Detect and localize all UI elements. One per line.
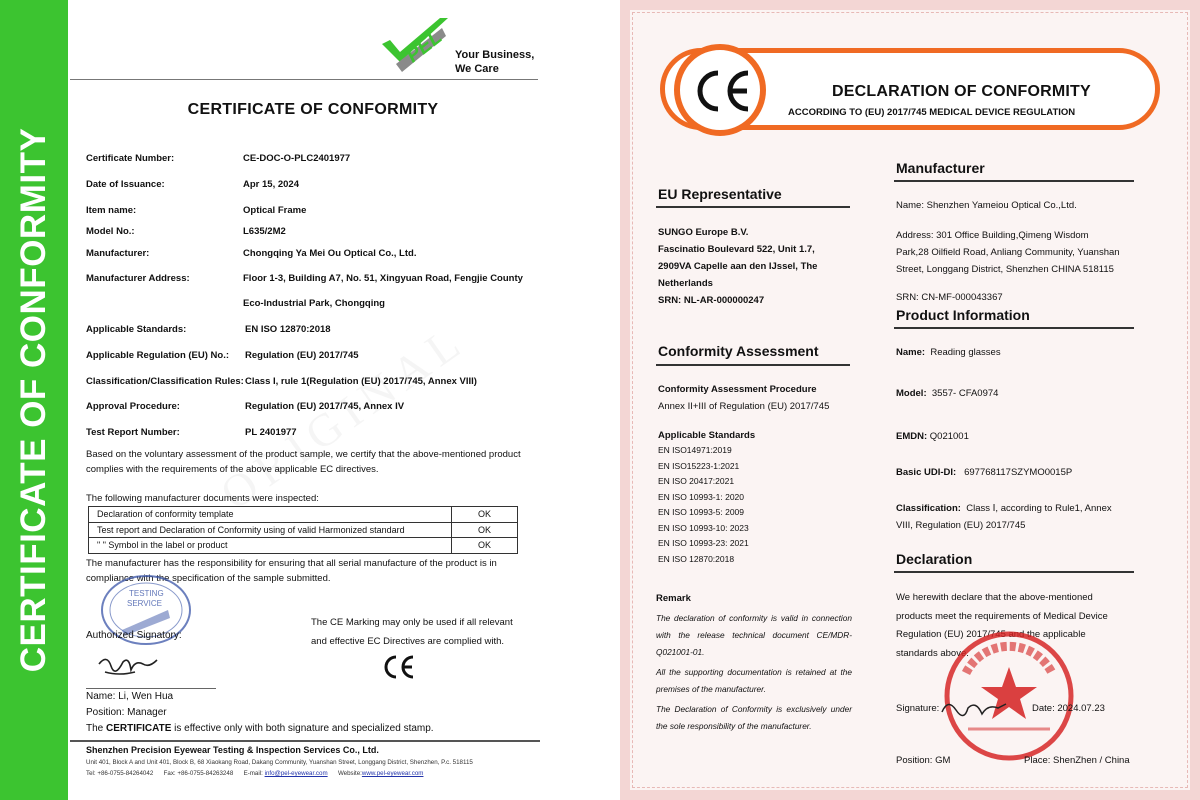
product-emdn: EMDN: Q021001: [896, 431, 969, 442]
footer-divider: [70, 740, 540, 742]
field-value: EN ISO 12870:2018: [245, 324, 331, 335]
field-value: Optical Frame: [243, 205, 307, 216]
declaration-heading: Declaration: [896, 551, 973, 567]
standard-item: EN ISO 10993-10: 2023: [658, 523, 749, 533]
manufacturer-name: Name: Shenzhen Yameiou Optical Co.,Ltd.: [896, 200, 1077, 211]
field-label: Date of Issuance:: [86, 179, 165, 190]
signer-position: Position: Manager: [86, 707, 167, 718]
effective-note: The CERTIFICATE is effective only with both signature and specialized stamp.: [86, 723, 434, 734]
remark-text-2: All the supporting documentation is retained at the premises of the manufacturer.: [656, 667, 852, 694]
standard-item: EN ISO14971:2019: [658, 445, 732, 455]
field-value: Regulation (EU) 2017/745: [245, 350, 359, 361]
manufacturer-srn: SRN: CN-MF-000043367: [896, 292, 1003, 303]
conformity-heading: Conformity Assessment: [658, 343, 819, 359]
field-label: Test Report Number:: [86, 427, 180, 438]
ce-marking-statement: The CE Marking may only be used if all relevant and effective EC Directives are complied with.: [311, 617, 513, 647]
field-label: Applicable Standards:: [86, 324, 187, 335]
manufacturer-address: Address: 301 Office Building,Qimeng Wisdom Park,28 Oilfield Road, Anliang Community, Yuanshan Street, Longgang District, Shenzhen CHINA 518115: [896, 230, 1120, 275]
product-udi: Basic UDI-DI: 697768117SZYMO0015P: [896, 467, 1073, 478]
section-divider: [656, 206, 850, 208]
ce-mark-icon: [694, 68, 752, 114]
section-divider: [894, 571, 1134, 573]
header-divider: [70, 79, 538, 80]
section-divider: [894, 180, 1134, 182]
field-value: Class I, rule 1(Regulation (EU) 2017/745, Annex VIII): [245, 376, 477, 387]
issuer-company: Shenzhen Precision Eyewear Testing & Inspection Services Co., Ltd.: [86, 745, 379, 755]
email-link[interactable]: info@pel-eyewear.com: [264, 770, 328, 777]
original-watermark: [211, 313, 476, 521]
vertical-title: CERTIFICATE OF CONFORMITY: [14, 127, 53, 673]
field-label: Approval Procedure:: [86, 401, 180, 412]
declaration-text: We herewith declare that the above-mentioned products meet the requirements of Medical Device Regulation (EU) 2017/745 and the applicable standards above.: [896, 592, 1108, 659]
signer-name: Name: Li, Wen Hua: [86, 691, 174, 702]
signature-icon: [938, 694, 1010, 722]
table-row: [89, 507, 518, 523]
doc-status: OK: [452, 522, 518, 538]
field-label: Item name:: [86, 205, 137, 216]
svg-text:PEL: PEL: [402, 25, 447, 68]
field-label: Classification/Classification Rules:: [86, 376, 244, 387]
remark-text-3: The Declaration of Conformity is exclusively under the sole responsibility of the manufacturer.: [656, 704, 852, 731]
field-label: Model No.:: [86, 226, 135, 237]
remark-text-1: The declaration of conformity is valid in connection with the release technical document CE/MDR-Q021001-01.: [656, 613, 852, 657]
docs-intro: The following manufacturer documents were inspected:: [86, 493, 319, 504]
product-classification: Classification: Class Ⅰ, according to Rule1, Annex VIII, Regulation (EU) 2017/745: [896, 503, 1112, 531]
issuer-contact: Tel: +86-0755-84264042 Fax: +86-0755-84263248 E-mail: info@pel-eyewear.com Website:www.pel-eyewear.com: [86, 770, 424, 777]
ce-mark-icon: [381, 654, 417, 680]
field-label: Manufacturer:: [86, 248, 150, 259]
certificate-title: CERTIFICATE OF CONFORMITY: [187, 101, 439, 118]
inspected-documents-table: [88, 506, 518, 554]
svg-text:SERVICE: SERVICE: [127, 599, 162, 608]
pel-logo-icon: [378, 14, 454, 76]
table-row: [89, 538, 518, 554]
declaration-title: DECLARATION OF CONFORMITY: [832, 83, 1091, 100]
doc-item: Test report and Declaration of Conformity using of valid Harmonized standard: [89, 522, 452, 538]
signature-icon: [95, 652, 161, 680]
field-value: Eco-Industrial Park, Chongqing: [243, 298, 385, 309]
field-value: PL 2401977: [245, 427, 297, 438]
eu-rep-heading: EU Representative: [658, 186, 782, 202]
product-heading: Product Information: [896, 307, 1030, 323]
standard-item: EN ISO15223-1:2021: [658, 461, 740, 471]
standard-item: EN ISO 10993-1: 2020: [658, 492, 745, 502]
doc-status: OK: [452, 507, 518, 523]
green-side-band: [0, 0, 68, 800]
doc-item: " " Symbol in the label or product: [89, 538, 452, 554]
declaration-place: Place: ShenZhen / China: [1024, 755, 1130, 766]
section-divider: [656, 364, 850, 366]
standard-item: EN ISO 10993-5: 2009: [658, 507, 745, 517]
standard-item: EN ISO 12870:2018: [658, 554, 735, 564]
section-divider: [894, 327, 1134, 329]
field-value: Floor 1-3, Building A7, No. 51, Xingyuan Road, Fengjie County: [243, 273, 523, 284]
website-link[interactable]: www.pel-eyewear.com: [361, 770, 424, 777]
declaration-subtitle: ACCORDING TO (EU) 2017/745 MEDICAL DEVICE REGULATION: [788, 107, 1076, 118]
field-value: L635/2M2: [243, 226, 286, 237]
responsibility-statement: The manufacturer has the responsibility for ensuring that all serial manufacture of the product is in compliance with the specification of the sample submitted.: [86, 558, 497, 584]
issuer-address: Unit 401, Block A and Unit 401, Block B, 68 Xiaokang Road, Dakang Community, Yuanshan Street, Longgang District, Shenzhen, P.c. 518115: [86, 759, 473, 766]
certificate-of-conformity: [0, 0, 560, 800]
declaration-position: Position: GM: [896, 755, 951, 766]
declaration-date: Date: 2024.07.23: [1032, 703, 1105, 714]
based-on-statement: Based on the voluntary assessment of the product sample, we certify that the above-mentioned product complies with the requirements of the above applicable EC directives.: [86, 449, 521, 475]
field-label: Manufacturer Address:: [86, 273, 190, 284]
doc-status: OK: [452, 538, 518, 554]
authorized-signatory-label: Authorized Signatory:: [86, 630, 182, 641]
tagline: Your Business, We Care: [455, 49, 535, 75]
field-value: Regulation (EU) 2017/745, Annex IV: [245, 401, 405, 412]
standard-item: EN ISO 20417:2021: [658, 476, 735, 486]
ce-circle-badge: [674, 44, 766, 136]
field-value: CE-DOC-O-PLC2401977: [243, 153, 351, 164]
table-row: [89, 522, 518, 538]
field-label: Certificate Number:: [86, 153, 175, 164]
product-model: Model: 3557- CFA0974: [896, 388, 999, 399]
signature-line: [86, 688, 216, 689]
product-name: Name: Reading glasses: [896, 347, 1001, 358]
field-value: Chongqing Ya Mei Ou Optical Co., Ltd.: [243, 248, 417, 259]
standard-item: EN ISO 10993-23: 2021: [658, 538, 749, 548]
conformity-procedure: Conformity Assessment Procedure Annex II+III of Regulation (EU) 2017/745: [658, 384, 830, 412]
standards-label: Applicable Standards: [658, 430, 756, 441]
signature-label: Signature:: [896, 703, 940, 714]
svg-text:TESTING: TESTING: [129, 589, 164, 598]
eu-rep-details: SUNGO Europe B.V. Fascinatio Boulevard 522, Unit 1.7, 2909VA Capelle aan den IJssel, The Netherlands SRN: NL-AR-000000247: [658, 227, 818, 306]
doc-item: Declaration of conformity template: [89, 507, 452, 523]
declaration-of-conformity: [620, 0, 1200, 800]
field-label: Applicable Regulation (EU) No.:: [86, 350, 230, 361]
remark-heading: Remark: [656, 593, 691, 604]
manufacturer-heading: Manufacturer: [896, 160, 985, 176]
field-value: Apr 15, 2024: [243, 179, 299, 190]
